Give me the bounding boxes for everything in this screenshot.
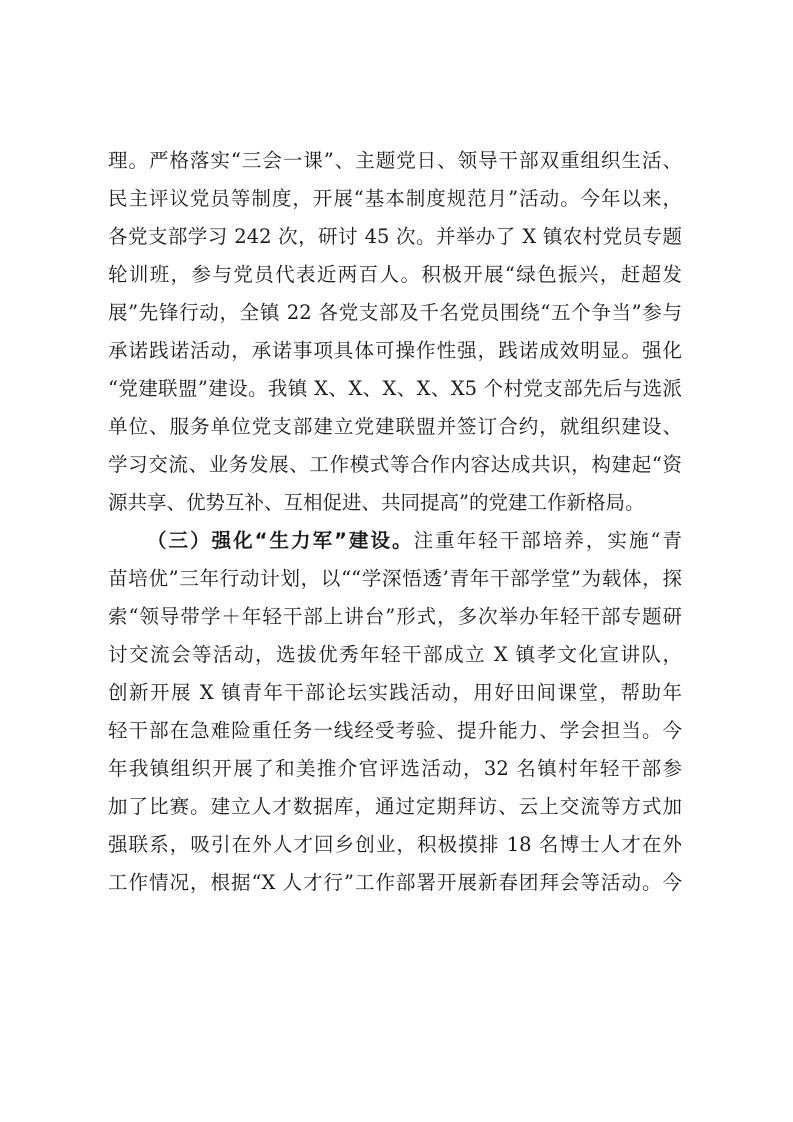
paragraph-line: 索“领导带学＋年轻干部上讲台”形式，多次举办年轻干部专题研	[108, 605, 682, 628]
paragraph-line: 年我镇组织开展了和美推介官评选活动，32 名镇村年轻干部参	[108, 757, 682, 780]
paragraph-line: 理。严格落实“三会一课”、主题党日、领导干部双重组织生活、	[108, 149, 682, 172]
paragraph-line: 展”先锋行动，全镇 22 各党支部及千名党员围绕“五个争当”参与	[108, 301, 682, 324]
section-heading: （三）强化“生力军”建设。	[147, 529, 414, 552]
paragraph-line: 源共享、优势互补、互相促进、共同提高”的党建工作新格局。	[108, 491, 645, 514]
paragraph-line: 创新开展 X 镇青年干部论坛实践活动，用好田间课堂，帮助年	[108, 681, 682, 704]
paragraph-line: 承诺践诺活动，承诺事项具体可操作性强，践诺成效明显。强化	[108, 339, 682, 362]
paragraph-line: 轮训班，参与党员代表近两百人。积极开展“绿色振兴，赶超发	[108, 263, 682, 286]
paragraph-line: 强联系，吸引在外人才回乡创业，积极摸排 18 名博士人才在外	[108, 833, 682, 856]
paragraph-line: 苗培优”三年行动计划，以““学深悟透’青年干部学堂”为载体，探	[108, 567, 682, 590]
paragraph-line: “党建联盟”建设。我镇 X、X、X、X、X5 个村党支部先后与选派	[108, 377, 682, 400]
paragraph-line: 讨交流会等活动，选拔优秀年轻干部成立 X 镇孝文化宣讲队，	[108, 643, 682, 666]
section-first-line	[147, 527, 682, 555]
paragraph-line: 工作情况，根据“X 人才行”工作部署开展新春团拜会等活动。今	[108, 871, 682, 894]
paragraph-line: 各党支部学习 242 次，研讨 45 次。并举办了 X 镇农村党员专题	[108, 225, 682, 248]
paragraph-line: 学习交流、业务发展、工作模式等合作内容达成共识，构建起“资	[108, 453, 682, 476]
paragraph-line: 民主评议党员等制度，开展“基本制度规范月”活动。今年以来，	[108, 187, 682, 210]
section-first-line-text: 注重年轻干部培养，实施“青	[413, 529, 682, 552]
paragraph-line: 加了比赛。建立人才数据库，通过定期拜访、云上交流等方式加	[108, 795, 682, 818]
paragraph-line: 单位、服务单位党支部建立党建联盟并签订合约，就组织建设、	[108, 415, 682, 438]
paragraph-line: 轻干部在急难险重任务一线经受考验、提升能力、学会担当。今	[108, 719, 682, 742]
